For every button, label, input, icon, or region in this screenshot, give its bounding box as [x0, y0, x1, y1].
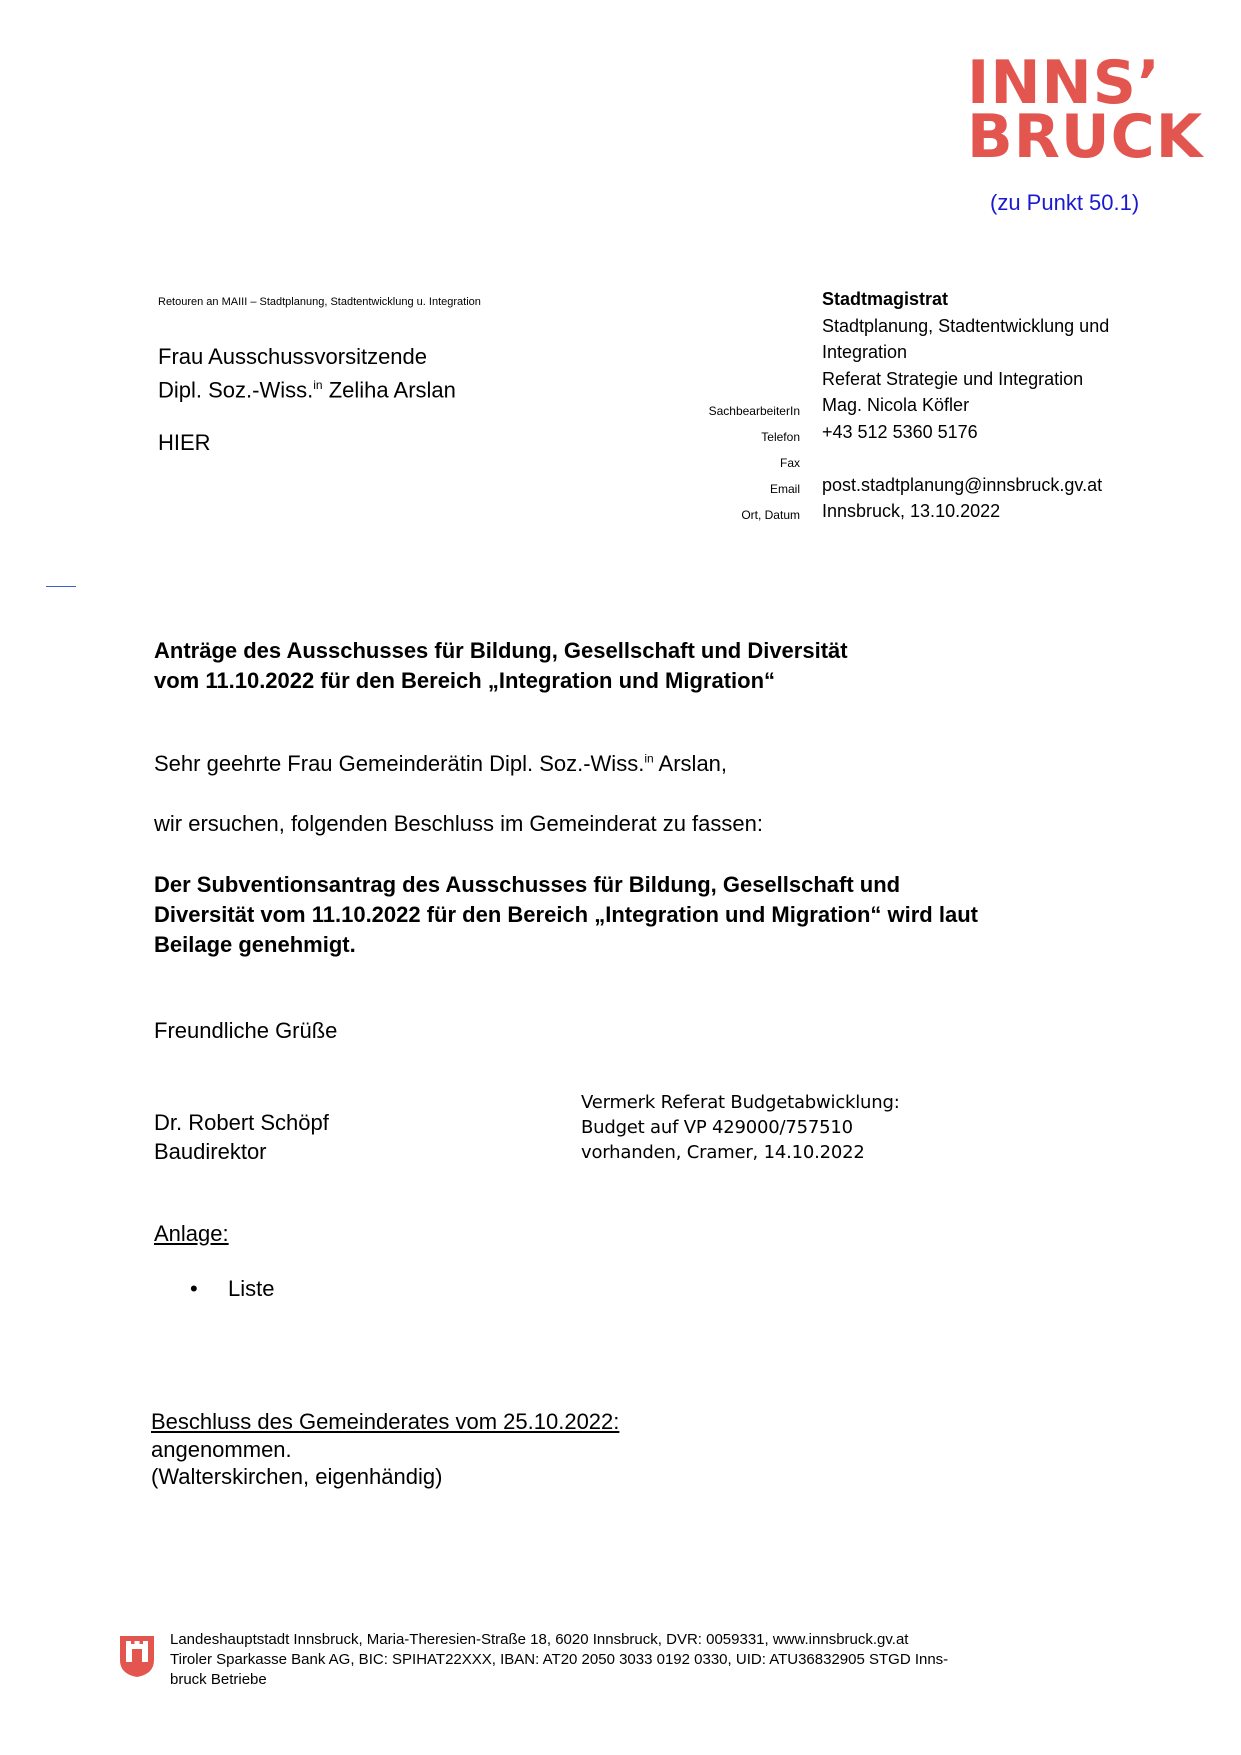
sender-block	[822, 286, 1152, 525]
sender-phone: +43 512 5360 5176	[822, 421, 978, 442]
budget-note-line-2: Budget auf VP 429000/757510	[581, 1117, 853, 1138]
logo-line-1: INNS’	[967, 48, 1161, 118]
request-text: wir ersuchen, folgenden Beschluss im Gemeinderat zu fassen:	[154, 811, 763, 836]
sender-place-date: Innsbruck, 13.10.2022	[822, 501, 1001, 521]
sender-org: Stadtmagistrat	[822, 289, 949, 309]
resolution-line-3: Beilage genehmigt.	[154, 932, 356, 957]
recipient-line-2: Dipl. Soz.-Wiss.$^{in}$ Zeliha Arslan	[158, 377, 456, 403]
budget-note-line-3: vorhanden, Cramer, 14.10.2022	[581, 1142, 865, 1163]
decision-signature: (Walterskirchen, eigenhändig)	[151, 1464, 443, 1489]
bullet-icon: •	[190, 1276, 198, 1301]
resolution-line-2: Diversität vom 11.10.2022 für den Bereich „Integration und Migration“ wird laut	[154, 902, 978, 927]
logo-line-2: BRUCK	[967, 102, 1204, 172]
recipient-line-1: Frau Ausschussvorsitzende	[158, 344, 428, 369]
council-decision	[151, 1408, 619, 1491]
sender-dept-line-1: Stadtplanung, Stadtentwicklung und	[822, 315, 1110, 336]
signatory-name: Dr. Robert Schöpf	[154, 1110, 329, 1135]
sender-referat: Referat Strategie und Integration	[822, 368, 1084, 389]
margin-mark	[46, 586, 76, 587]
subject-line-2: vom 11.10.2022 für den Bereich „Integration und Migration“	[154, 668, 776, 693]
decision-heading: Beschluss des Gemeinderates vom 25.10.2022:	[151, 1409, 620, 1434]
recipient-address	[158, 342, 456, 404]
label-fax: Fax	[779, 456, 800, 470]
punkt-note: (zu Punkt 50.1)	[990, 190, 1140, 215]
budget-note-line-1: Vermerk Referat Budgetabwicklung:	[581, 1092, 900, 1113]
innsbruck-logo	[967, 48, 1204, 172]
label-ort-datum: Ort, Datum	[741, 508, 800, 522]
sender-fax	[822, 445, 1152, 472]
label-telefon: Telefon	[761, 430, 800, 444]
recipient-line-3: HIER	[158, 430, 211, 455]
sender-labels	[640, 398, 800, 528]
attachment-label: Anlage:	[154, 1221, 229, 1246]
sender-dept-line-2: Integration	[822, 342, 908, 362]
subject-line-1: Anträge des Ausschusses für Bildung, Gesellschaft und Diversität	[154, 638, 848, 663]
footer-line-1: Landeshauptstadt Innsbruck, Maria-Theresien-Straße 18, 6020 Innsbruck, DVR: 0059331, www.innsbruck.gv.at	[170, 1631, 909, 1648]
signatory-title: Baudirektor	[154, 1139, 267, 1164]
budget-note	[581, 1090, 900, 1165]
closing: Freundliche Grüße	[154, 1018, 338, 1043]
footer	[170, 1630, 1030, 1690]
subject	[154, 636, 848, 696]
resolution-text	[154, 870, 1054, 960]
salutation: Sehr geehrte Frau Gemeinderätin Dipl. Soz.-Wiss.$^{in}$ Arslan,	[154, 751, 728, 776]
footer-line-2: Tiroler Sparkasse Bank AG, BIC: SPIHAT22XXX, IBAN: AT20 2050 3033 0192 0330, UID: ATU36832905 STGD Inns-	[170, 1651, 949, 1668]
return-address-line: Retouren an MAIII – Stadtplanung, Stadtentwicklung u. Integration	[158, 296, 481, 308]
sender-name: Mag. Nicola Köfler	[822, 395, 970, 415]
label-sachbearbeiter: SachbearbeiterIn	[708, 404, 800, 418]
sender-email: post.stadtplanung@innsbruck.gv.at	[822, 474, 1103, 495]
innsbruck-crest-icon	[118, 1634, 156, 1678]
resolution-line-1: Der Subventionsantrag des Ausschusses für Bildung, Gesellschaft und	[154, 872, 901, 897]
footer-line-3: bruck Betriebe	[170, 1671, 267, 1688]
label-email: Email	[769, 482, 800, 496]
decision-result: angenommen.	[151, 1436, 292, 1462]
attachment-list-item: • Liste	[190, 1276, 275, 1301]
signatory	[154, 1108, 329, 1166]
